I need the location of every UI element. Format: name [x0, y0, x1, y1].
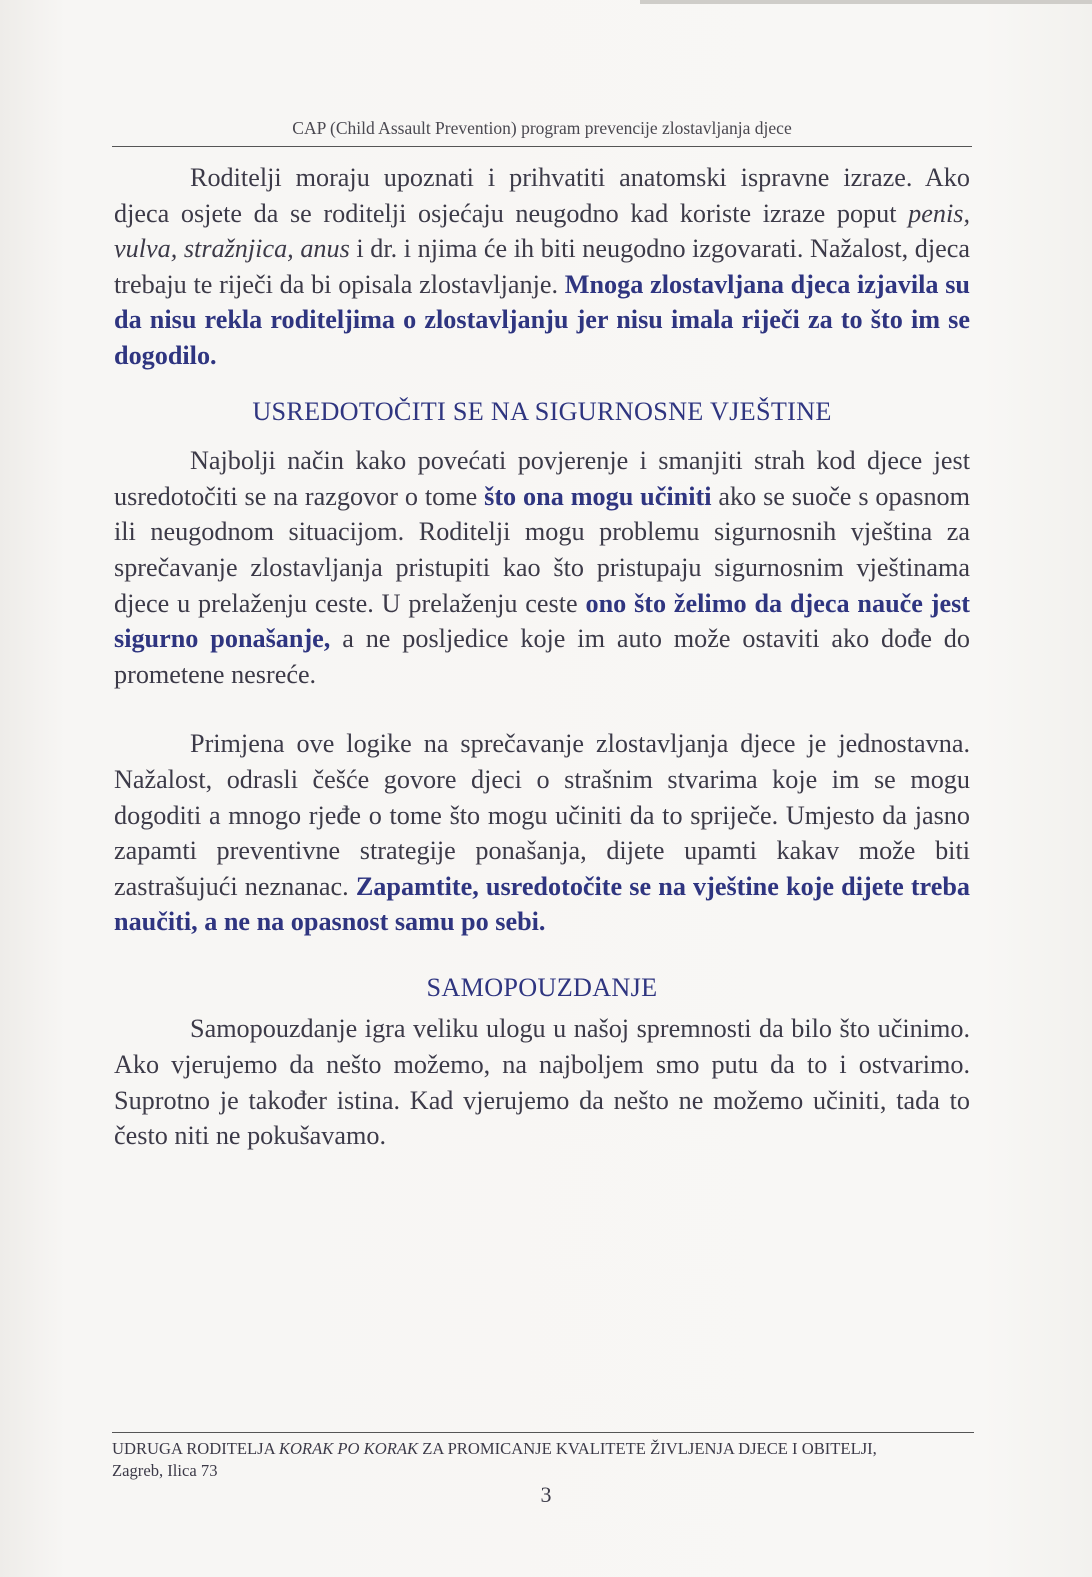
heading-self-confidence: SAMOPOUZDANJE	[426, 972, 658, 1002]
footer-address: Zagreb, Ilica 73	[112, 1461, 218, 1480]
header-rule	[112, 146, 972, 147]
paragraph-3-text-a: Primjena ove logike na sprečavanje zlostavljanja djece je jednostavna. Nažalost, odrasli češće govore djeci o strašnim stvarima koje im se mogu dogoditi a mnogo rjeđe o tome što mogu učiniti da to spriječe. Umjesto da jasno zapamti preventivne strategije ponašanja, dijete upamti kakav može biti zastrašujući neznanac.	[114, 729, 970, 901]
paragraph-3-bold: Zapamtite, usredotočite se na vještine koje dijete treba naučiti, a ne na opasnost samu po sebi.	[114, 871, 970, 937]
footer-organization	[112, 1438, 992, 1460]
paragraph-2-text-c: a ne posljedice koje im auto može ostaviti ako dođe do prometene nesreće.	[114, 624, 970, 689]
heading-safety-skills: USREDOTOČITI SE NA SIGURNOSNE VJEŠTINE	[252, 396, 832, 426]
paragraph-anatomical-terms	[114, 160, 970, 374]
footer-org-prefix: UDRUGA RODITELJA	[112, 1439, 279, 1458]
paragraph-2-bold-a: što ona mogu učiniti	[484, 481, 712, 511]
body-text	[114, 160, 970, 1154]
paragraph-1-bold: Mnoga zlostavljana djeca izjavila su da nisu rekla roditeljima o zlostavljanju jer nisu imala riječi za to što im se dogodilo.	[114, 269, 970, 370]
paragraph-2-bold-b: ono što želimo da djeca nauče jest sigurno ponašanje,	[114, 588, 970, 654]
footer-org-italic: KORAK PO KORAK	[278, 1439, 419, 1458]
footer-org-suffix: ZA PROMICANJE KVALITETE ŽIVLJENJA DJECE I OBITELJI,	[418, 1439, 877, 1458]
paragraph-1-italic-terms: penis, vulva, stražnjica, anus	[114, 198, 970, 264]
running-header: CAP (Child Assault Prevention) program prevencije zlostavljanja djece	[292, 118, 792, 138]
paragraph-safety-skills	[114, 443, 970, 692]
footer	[112, 1438, 992, 1482]
paragraph-1-text-b: i dr. i njima će ih biti neugodno izgovarati. Nažalost, djeca trebaju te riječi da bi opisala zlostavljanje.	[114, 234, 970, 299]
paragraph-2-text-a: Najbolji način kako povećati povjerenje i smanjiti strah kod djece jest usredotočiti se na razgovor o tome	[114, 446, 970, 511]
paragraph-self-confidence	[114, 1011, 970, 1153]
paragraph-logic	[114, 726, 970, 940]
paragraph-gap	[114, 692, 970, 726]
scan-edge	[640, 0, 1092, 4]
paragraph-4-text: Samopouzdanje igra veliku ulogu u našoj spremnosti da bilo što učinimo. Ako vjerujemo da nešto možemo, na najboljem smo putu da to i ostvarimo. Suprotno je također istina. Kad vjerujemo da nešto ne možemo učiniti, tada to često niti ne pokušavamo.	[114, 1014, 970, 1151]
page-number: 3	[540, 1482, 552, 1507]
footer-rule	[112, 1432, 974, 1433]
paragraph-2-text-b: ako se suoče s opasnom ili neugodnom situacijom. Roditelji mogu problemu sigurnosnih vještina za sprečavanje zlostavljanja pristupiti kao što pristupaju sigurnosnim vještinama djece u prelaženju ceste. U prelaženju ceste	[114, 481, 970, 618]
paragraph-1-text-a: Roditelji moraju upoznati i prihvatiti anatomski ispravne izraze. Ako djeca osjete da se roditelji osjećaju neugodno kad koriste izraze poput	[114, 163, 970, 228]
